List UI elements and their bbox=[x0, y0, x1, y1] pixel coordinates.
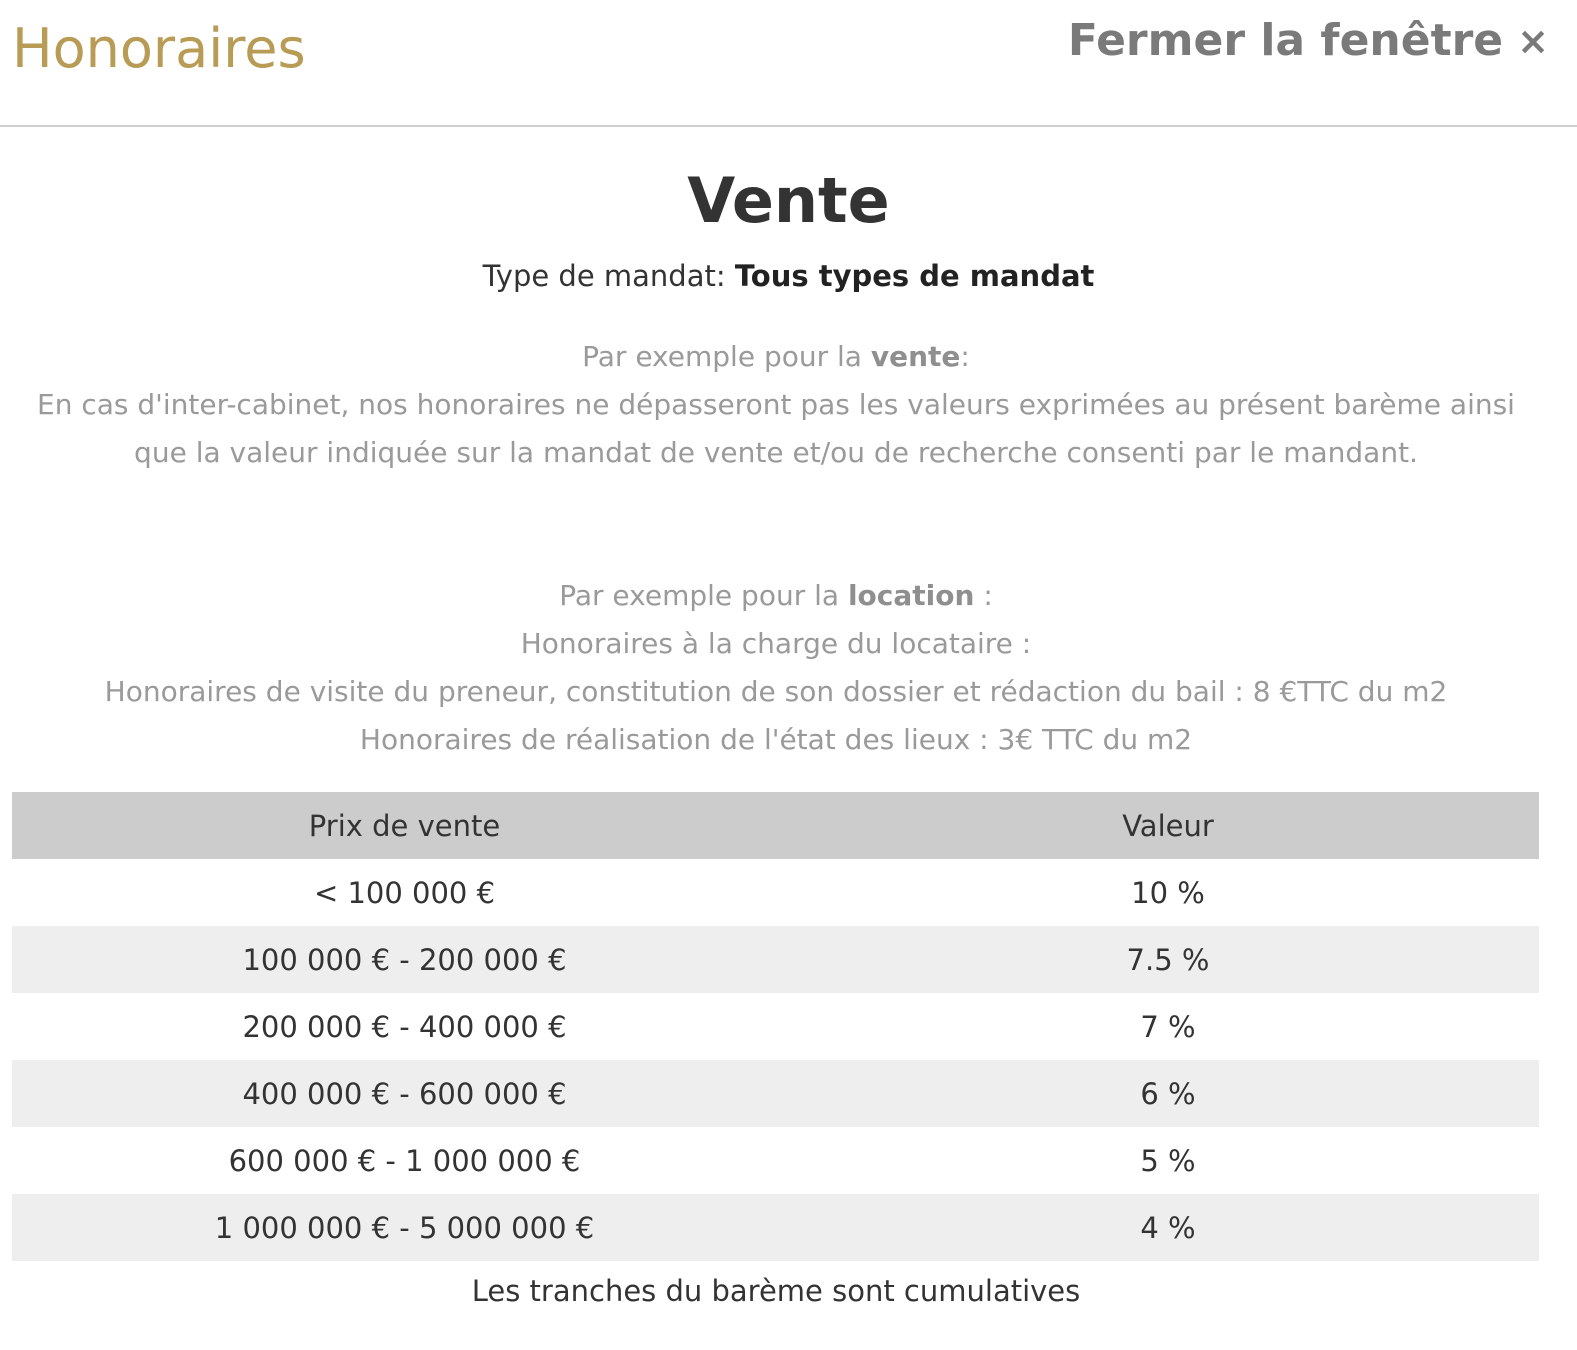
close-window-button[interactable] bbox=[1068, 12, 1549, 70]
price-range-cell: 100 000 € - 200 000 € bbox=[12, 926, 797, 993]
column-header-value: Valeur bbox=[797, 792, 1539, 859]
table-row bbox=[12, 1060, 1539, 1127]
price-range-cell: 1 000 000 € - 5 000 000 € bbox=[12, 1194, 797, 1261]
mandate-type-line bbox=[0, 255, 1577, 297]
fee-value-cell: 7.5 % bbox=[797, 926, 1539, 993]
note-location-intro bbox=[10, 572, 1542, 620]
fee-value-cell: 7 % bbox=[797, 993, 1539, 1060]
table-row bbox=[12, 859, 1539, 926]
fee-value-cell: 6 % bbox=[797, 1060, 1539, 1127]
modal-title: Honoraires bbox=[12, 17, 306, 80]
note-vente-intro-bold: vente bbox=[870, 340, 961, 373]
fee-value-cell: 10 % bbox=[797, 859, 1539, 926]
table-row bbox=[12, 926, 1539, 993]
cumulative-footnote: Les tranches du barème sont cumulatives bbox=[471, 1274, 1081, 1308]
section-title: Vente bbox=[687, 164, 890, 237]
note-location-intro-prefix: Par exemple pour la bbox=[559, 579, 840, 612]
note-vente-text: En cas d'inter-cabinet, nos honoraires ne dépasseront pas les valeurs exprimées au présent barème ainsi que la valeur indiquée sur la mandat de vente et/ou de recherche consenti par le mandant. bbox=[37, 388, 1515, 469]
price-range-cell: < 100 000 € bbox=[12, 859, 797, 926]
table-row bbox=[12, 993, 1539, 1060]
price-range-cell: 200 000 € - 400 000 € bbox=[12, 993, 797, 1060]
modal-header bbox=[0, 0, 1577, 127]
table-header-row bbox=[12, 792, 1539, 859]
note-vente-intro-prefix: Par exemple pour la bbox=[582, 340, 862, 373]
note-location-line-3: Honoraires de réalisation de l'état des lieux : 3€ TTC du m2 bbox=[359, 723, 1193, 756]
note-vente-intro-suffix: : bbox=[960, 340, 970, 373]
note-location-intro-suffix: : bbox=[974, 579, 993, 612]
note-location bbox=[10, 572, 1542, 764]
note-location-line-2: Honoraires de visite du preneur, constitution de son dossier et rédaction du bail : 8 €TTC du m2 bbox=[104, 675, 1448, 708]
fee-value-cell: 4 % bbox=[797, 1194, 1539, 1261]
price-range-cell: 600 000 € - 1 000 000 € bbox=[12, 1127, 797, 1194]
price-range-cell: 400 000 € - 600 000 € bbox=[12, 1060, 797, 1127]
table-row bbox=[12, 1194, 1539, 1261]
column-header-price: Prix de vente bbox=[12, 792, 797, 859]
note-location-line-1: Honoraires à la charge du locataire : bbox=[520, 627, 1032, 660]
mandate-type-label: Type de mandat: bbox=[482, 259, 726, 293]
note-vente-intro bbox=[10, 333, 1542, 381]
note-vente bbox=[10, 333, 1542, 477]
mandate-type-value: Tous types de mandat bbox=[734, 259, 1095, 293]
table-row bbox=[12, 1127, 1539, 1194]
close-window-label: Fermer la fenêtre bbox=[1067, 15, 1504, 66]
fee-value-cell: 5 % bbox=[797, 1127, 1539, 1194]
close-icon[interactable]: × bbox=[1517, 19, 1549, 63]
note-location-intro-bold: location bbox=[847, 579, 975, 612]
fees-table bbox=[12, 792, 1539, 1261]
